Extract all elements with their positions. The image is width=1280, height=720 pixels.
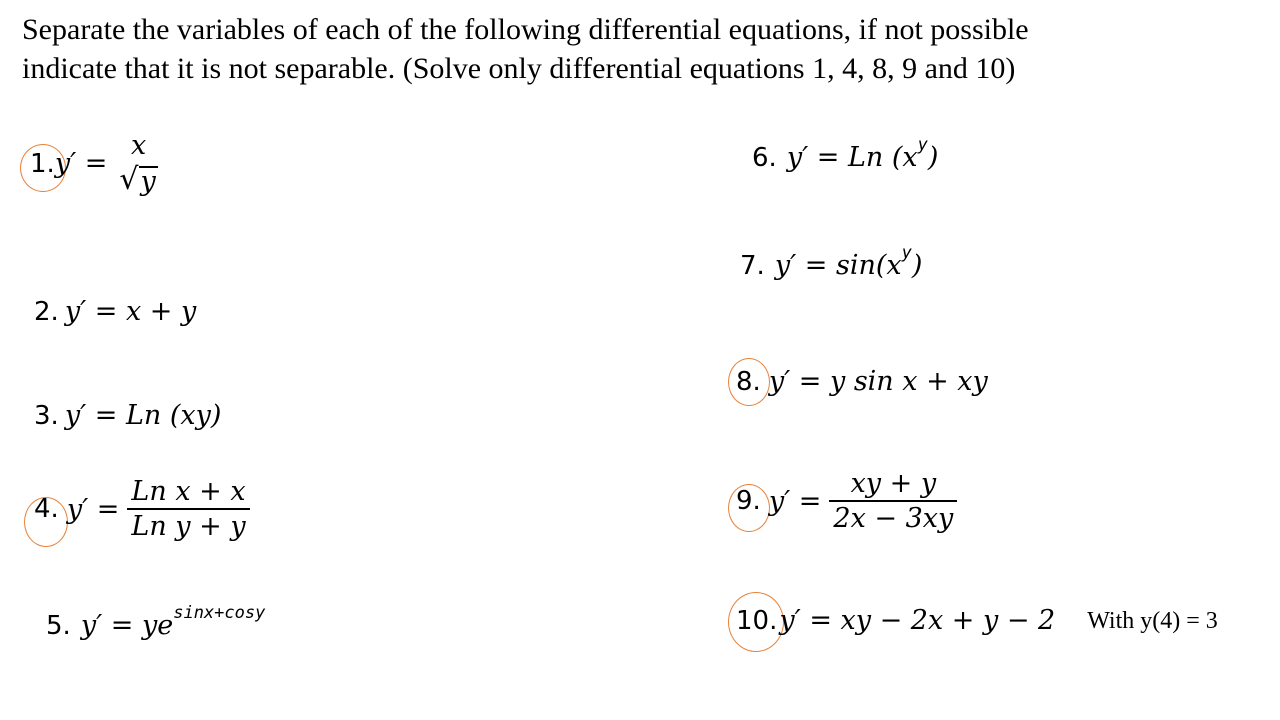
sqrt-symbol: √ y (119, 162, 156, 197)
equation-9 (736, 470, 957, 532)
equation-7-expression: y′ = sin(x (774, 250, 902, 281)
instructions-line-2: indicate that it is not separable. (Solve only differential equations 1, 4, 8, 9 and 10) (22, 52, 1016, 85)
equation-number-6: 6. (752, 142, 777, 173)
equation-1 (30, 132, 162, 195)
equation-9-lhs: y′ = (768, 485, 822, 517)
equation-1-lhs: y′ = (54, 148, 108, 179)
equation-10-expression: y′ = xy − 2x + y − 2 (779, 605, 1056, 636)
equation-9-numerator: xy + y (850, 468, 937, 499)
equation-5-expression: y′ = ye (80, 610, 174, 641)
equation-7-exponent: y (901, 243, 912, 263)
equation-9-denominator: 2x − 3xy (829, 500, 957, 532)
equation-6-tail: ) (927, 142, 939, 173)
equation-4-fraction (127, 478, 249, 540)
equation-5 (46, 603, 266, 641)
equation-1-denominator: y (140, 166, 156, 197)
equation-number-4: 4. (34, 494, 59, 524)
equation-number-9: 9. (736, 486, 761, 516)
equation-1-fraction (115, 132, 161, 195)
equation-4-lhs: y′ = (66, 493, 120, 525)
equation-6 (752, 135, 939, 173)
equation-4 (34, 478, 250, 540)
equation-3 (34, 402, 221, 429)
equation-10 (736, 607, 1218, 634)
equation-6-expression: y′ = Ln (x (786, 142, 918, 173)
equation-6-exponent: y (917, 135, 928, 155)
equation-8-expression: y′ = y sin x + xy (768, 366, 988, 397)
equation-3-expression: y′ = Ln (xy) (64, 400, 222, 431)
equation-number-1: 1. (30, 148, 55, 179)
equation-number-5: 5. (46, 610, 71, 641)
instructions-line-1: Separate the variables of each of the following differential equations, if not possible (22, 13, 1029, 46)
equation-number-2: 2. (34, 296, 59, 327)
equation-8 (736, 368, 988, 395)
equation-5-exponent: sinx+cosy (173, 603, 266, 623)
equation-2-expression: y′ = x + y (64, 296, 197, 327)
equation-4-denominator: Ln y + y (127, 508, 249, 540)
equation-7 (740, 243, 923, 281)
equation-number-10: 10. (736, 605, 778, 636)
instructions (22, 10, 1262, 88)
equation-9-fraction (829, 470, 957, 532)
equation-7-tail: ) (911, 250, 923, 281)
equation-number-3: 3. (34, 400, 59, 431)
equation-number-7: 7. (740, 250, 765, 281)
equation-number-8: 8. (736, 366, 761, 397)
equation-1-numerator: x (130, 130, 147, 161)
equation-10-condition: With y(4) = 3 (1087, 607, 1218, 634)
equation-4-numerator: Ln x + x (131, 476, 246, 507)
equation-2 (34, 298, 196, 325)
